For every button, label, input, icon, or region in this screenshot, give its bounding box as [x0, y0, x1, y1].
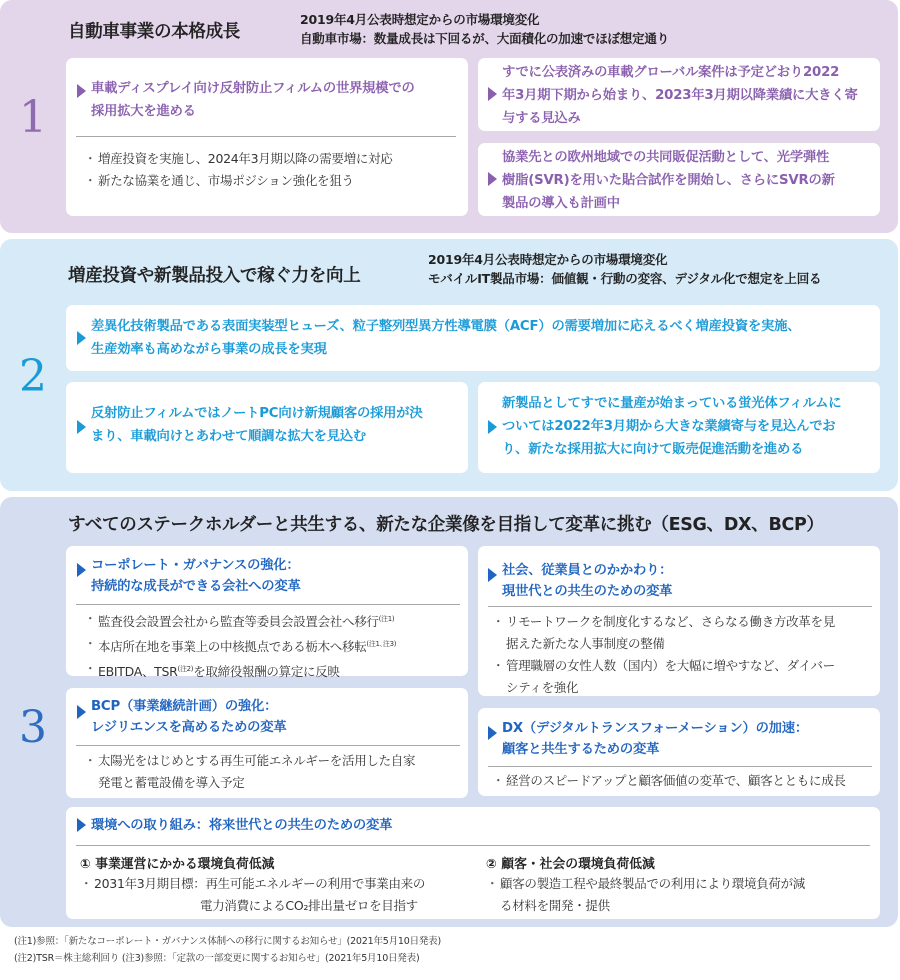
card-global-project	[478, 58, 880, 131]
section-number: 3	[19, 702, 47, 753]
card-notebook-pc	[66, 382, 468, 473]
list-item: ・ リモートワークを制度化するなど、さらなる働き方改革を見 据えた新たな人事制度の整備	[492, 611, 876, 655]
list-item: ・ 監査役会設置会社から監査等委員会設置会社へ移行$^{(注1)}$	[84, 608, 468, 633]
list-item: ・ 管理職層の女性人数（国内）を大幅に増やすなど、ダイバー シティを強化	[492, 655, 876, 699]
card-headline-line: 与する見込み	[502, 111, 581, 126]
triangle-bullet-icon	[488, 568, 497, 582]
card-headline-line: 生産効率も高めながら事業の成長を実現	[91, 342, 327, 357]
section-title: すべてのステークホルダーと共生する、新たな企業像を目指して変革に挑む（ESG、DX、BCP）	[68, 515, 824, 535]
market-change-text: モバイルIT製品市場：価値観・行動の変容、デジタル化で想定を上回る	[428, 271, 822, 286]
card-headline-line: 車載ディスプレイ向け反射防止フィルムの世界規模での	[91, 81, 415, 96]
card-headline-line: 環境への取り組み：将来世代との共生のための変革	[91, 818, 393, 833]
card-headline-line: BCP（事業継続計画）の強化：	[91, 699, 278, 714]
card-headline-line: DX（デジタルトランスフォーメーション）の加速：	[502, 721, 808, 736]
card-headline-line: 顧客と共生するための変革	[502, 742, 660, 757]
footnote: (注1)参照：「新たなコーポレート・ガバナンス体制への移行に関するお知らせ」(2021年5月10日発表)	[14, 936, 441, 947]
card-headline-line: 社会、従業員とのかかわり：	[502, 563, 673, 578]
card-headline-line: 協業先との欧州地域での共同販促活動として、光学弾性	[502, 150, 830, 165]
triangle-bullet-icon	[77, 331, 86, 345]
card-headline-line: 現世代との共生のための変革	[502, 584, 673, 599]
section-title: 自動車事業の本格成長	[68, 22, 240, 42]
card-headline-line: 差異化技術製品である表面実装型ヒューズ、粒子整列型異方性導電膜（ACF）の需要増加に応えるべく増産投資を実施、	[91, 319, 801, 334]
card-headline-line: 年3月期下期から始まり、2023年3月期以降業績に大きく寄	[502, 88, 858, 103]
card-antireflection-film	[66, 58, 468, 216]
market-change-text: 自動車市場：数量成長は下回るが、大面積化の加速でほぼ想定通り	[300, 31, 670, 46]
triangle-bullet-icon	[488, 420, 497, 434]
bullet-list	[492, 611, 876, 699]
card-headline-line: すでに公表済みの車載グローバル案件は予定どおり2022	[502, 65, 840, 80]
section-1	[0, 0, 898, 233]
divider	[488, 766, 872, 767]
bullet-list	[84, 608, 468, 683]
card-headline-line: コーポレート・ガバナンスの強化：	[91, 558, 300, 573]
section-number: 1	[19, 92, 47, 143]
card-headline-line: ついては2022年3月期から大きな業績寄与を見込んでお	[502, 419, 836, 434]
card-headline-line: 採用拡大を進める	[91, 104, 196, 119]
footnote: (注2)TSR＝株主総利回り (注3)参照：「定款の一部変更に関するお知らせ」(2021年5月10日発表)	[14, 953, 420, 964]
card-governance	[66, 546, 468, 680]
card-headline-line: 製品の導入も計画中	[502, 196, 620, 211]
env-right-title: ② 顧客・社会の環境負荷低減	[486, 857, 655, 872]
section-2	[0, 239, 898, 491]
divider	[76, 745, 460, 746]
card-production-investment	[66, 305, 880, 371]
triangle-bullet-icon	[77, 84, 86, 98]
list-item: ・ 本店所在地を事業上の中核拠点である栃木へ移転$^{(注1､注3)}$	[84, 633, 468, 658]
footnote-mark: (注1､注3)	[366, 640, 397, 649]
market-change-label: 2019年4月公表時想定からの市場環境変化	[428, 252, 668, 267]
triangle-bullet-icon	[77, 705, 86, 719]
triangle-bullet-icon	[77, 818, 86, 832]
card-headline-line: 樹脂(SVR)を用いた貼合試作を開始し、さらにSVRの新	[502, 173, 835, 188]
card-headline-line: レジリエンスを高めるための変革	[91, 720, 287, 735]
section-number: 2	[19, 351, 47, 402]
card-bcp	[66, 688, 468, 798]
card-phosphor-film	[478, 382, 880, 473]
list-item: ・ 経営のスピードアップと顧客価値の変革で、顧客とともに成長	[492, 770, 876, 792]
triangle-bullet-icon	[488, 172, 497, 186]
card-social	[478, 546, 880, 696]
divider	[76, 136, 456, 137]
bullet-list	[486, 873, 870, 917]
bullet-list	[492, 770, 876, 792]
card-environment	[66, 807, 880, 919]
bullet-list	[84, 148, 464, 192]
card-europe-promotion	[478, 143, 880, 216]
list-item: ・ 太陽光をはじめとする再生可能エネルギーを活用した自家 発電と蓄電設備を導入予定	[84, 750, 468, 794]
divider	[76, 604, 460, 605]
footnote-mark: (注1)	[378, 615, 395, 623]
card-headline-line: 新製品としてすでに量産が始まっている蛍光体フィルムに	[502, 396, 842, 411]
env-left-title: ① 事業運営にかかる環境負荷低減	[80, 857, 275, 872]
section-title: 増産投資や新製品投入で稼ぐ力を向上	[68, 266, 361, 286]
divider	[76, 845, 870, 846]
card-headline-line: 持続的な成長ができる会社への変革	[91, 579, 301, 594]
triangle-bullet-icon	[488, 726, 497, 740]
bullet-list	[80, 873, 460, 917]
card-headline-line: まり、車載向けとあわせて順調な拡大を見込む	[91, 429, 367, 444]
section-3	[0, 497, 898, 927]
triangle-bullet-icon	[488, 87, 497, 101]
divider	[488, 606, 872, 607]
footnote-mark: (注2)	[177, 665, 194, 674]
triangle-bullet-icon	[77, 563, 86, 577]
market-change-label: 2019年4月公表時想定からの市場環境変化	[300, 12, 540, 27]
card-headline-line: り、新たな採用拡大に向けて販売促進活動を進める	[502, 442, 804, 457]
list-item: ・ 顧客の製造工程や最終製品での利用により環境負荷が減 る材料を開発・提供	[486, 873, 870, 917]
triangle-bullet-icon	[77, 420, 86, 434]
list-item: ・ 2031年3月期目標：再生可能エネルギーの利用で事業由来の 電力消費によるCO₂排出量ゼロを目指す	[80, 873, 460, 917]
card-dx	[478, 708, 880, 796]
card-headline-line: 反射防止フィルムではノートPC向け新規顧客の採用が決	[91, 406, 423, 421]
list-item: ・ 新たな協業を通じ、市場ポジション強化を狙う	[84, 170, 464, 192]
bullet-list	[84, 750, 468, 794]
list-item: ・ 増産投資を実施し、2024年3月期以降の需要増に対応	[84, 148, 464, 170]
list-item: ・ EBITDA、$TSR^{(注2)}$を取締役報酬の算定に反映	[84, 658, 468, 683]
